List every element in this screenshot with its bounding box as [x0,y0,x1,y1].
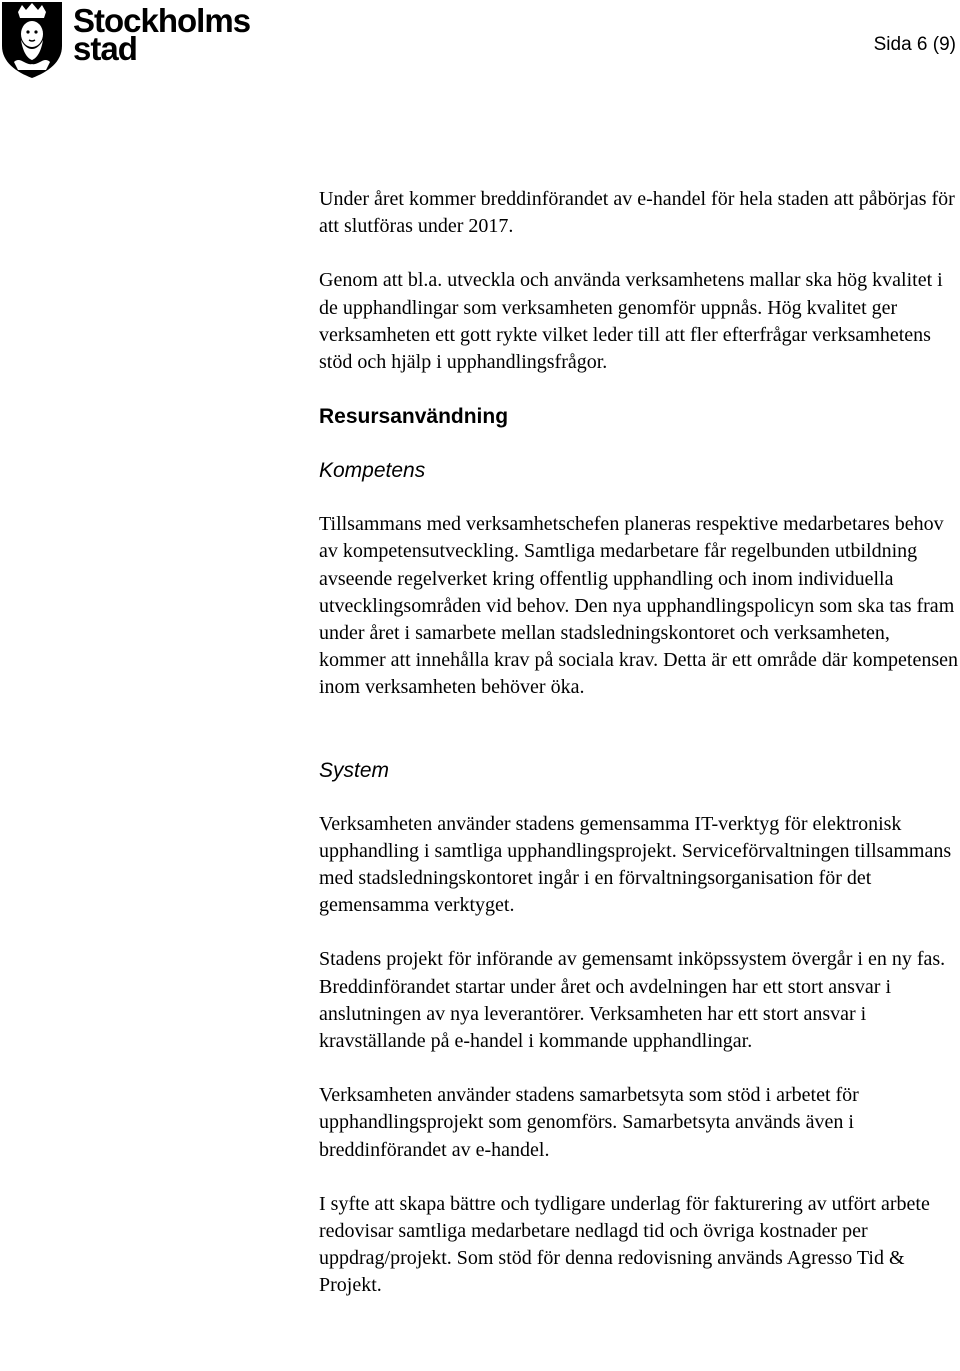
logo-text-stockholms: Stockholms [73,2,251,39]
paragraph-ehandel: Under året kommer breddinförandet av e-handel för hela staden att påbörjas för att slutföras under 2017. [319,188,955,238]
paragraph-kompetens: Tillsammans med verksamhetschefen planeras respektive medarbetares behov av kompetensutveckling. Samtliga medarbetare får regelbunden utbildning avseende regelverket kring offentlig upphandling och inom individuella utvecklingsområden vid behov. Den nya upphandlingspolicyn som ska tas fram under året i samarbete mellan stadsledningskontoret och verksamheten, kommer att innehålla krav på sociala krav. Detta är ett område där kompetensen inom verksamheten behöver öka. [319,513,958,699]
paragraph-kvalitet: Genom att bl.a. utveckla och använda verksamhetens mallar ska hög kvalitet i de upphandlingar som verksamheten genomför uppnås. Hög kvalitet ger verksamheten ett gott rykte vilket leder till att fler efterfrågar verksamhetens stöd och hjälp i upphandlingsfrågor. [319,269,943,374]
page-number: Sida 6 (9) [873,34,956,55]
heading-system: System [319,758,390,782]
heading-kompetens: Kompetens [319,459,426,483]
heading-resursanvandning: Resursanvändning [319,405,509,429]
paragraph-samarbetsyta: Verksamheten använder stadens samarbetsyta som stöd i arbetet för upphandlingsprojekt som genomförs. Samarbetsyta används även i breddinförandet av e-handel. [319,1084,859,1161]
paragraph-it-verktyg: Verksamheten använder stadens gemensamma IT-verktyg för elektronisk upphandling i samtliga upphandlingsprojekt. Serviceförvaltningen tillsammans med stadsledningskontoret ingår i en förvaltningsorganisation för det gemensamma verktyget. [319,812,952,917]
document-body [319,186,959,1300]
logo-text-stad: stad [73,30,137,67]
stockholms-stad-logo [0,0,260,84]
paragraph-inkopssystem: Stadens projekt för införande av gemensamt inköpssystem övergår i en ny fas. Breddinförandet startar under året och avdelningen har ett stort ansvar i anslutningen av nya leverantörer. Verksamheten har ett stort ansvar i kravställande på e-handel i kommande upphandlingar. [319,948,946,1053]
city-crest-icon [0,0,64,80]
paragraph-fakturering: I syfte att skapa bättre och tydligare underlag för fakturering av utfört arbete redovisar samtliga medarbetare nedlagd tid och övriga kostnader per uppdrag/projekt. Som stöd för denna redovisning används Agresso Tid & Projekt. [319,1192,930,1297]
